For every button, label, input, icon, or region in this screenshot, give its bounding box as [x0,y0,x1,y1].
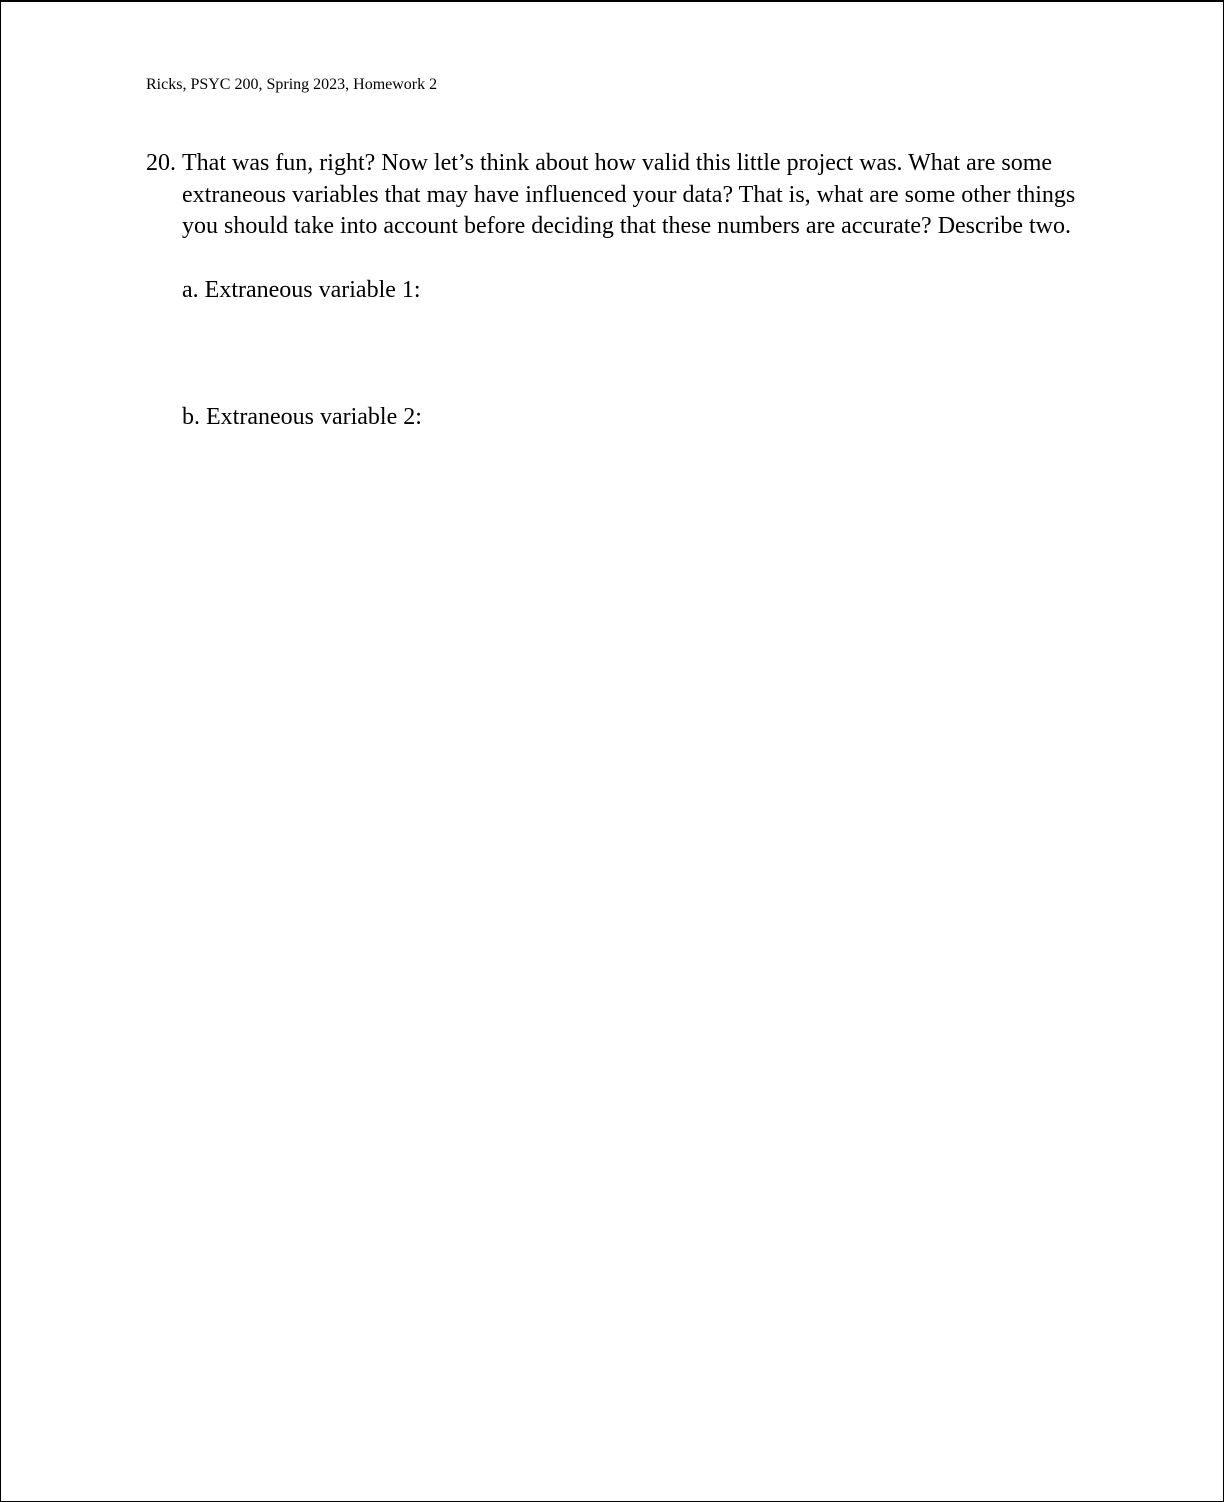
question-text-line-2: extraneous variables that may have influenced your data? That is, what are some other things [182,181,1076,208]
question-text-line-1: That was fun, right? Now let’s think about how valid this little project was. What are some [182,150,1053,176]
page-header: Ricks, PSYC 200, Spring 2023, Homework 2 [146,76,438,93]
question-number: 20. [146,150,176,176]
sub-item-extraneous-variable-1: a. Extraneous variable 1: [182,277,421,303]
sub-item-extraneous-variable-2: b. Extraneous variable 2: [182,404,422,430]
question-text-line-3: you should take into account before deciding that these numbers are accurate? Describe two. [182,213,1071,239]
